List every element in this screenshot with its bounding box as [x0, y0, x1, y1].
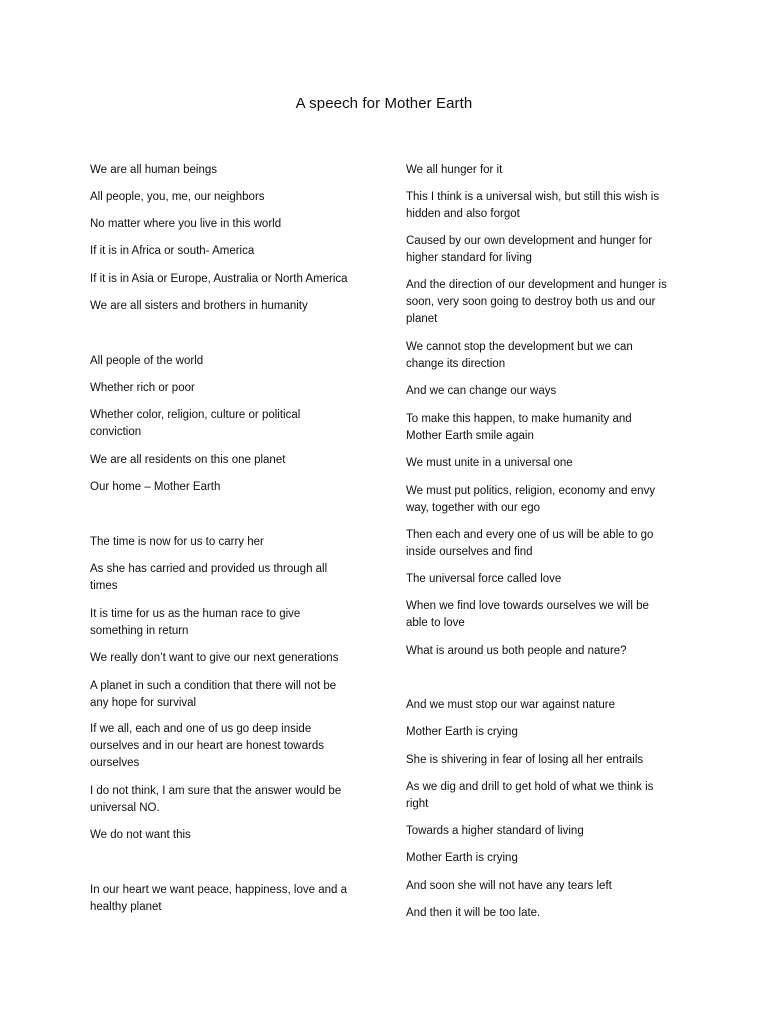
paragraph-line: planet [406, 313, 438, 325]
paragraph-line: way, together with our ego [406, 502, 541, 514]
paragraph-line: We do not want this [90, 829, 191, 841]
paragraph-line: And we must stop our war against nature [406, 699, 616, 711]
paragraph-line: Our home – Mother Earth [90, 481, 221, 493]
paragraph-line: inside ourselves and find [406, 546, 533, 558]
paragraph-line: ourselves [90, 757, 140, 769]
paragraph-line: To make this happen, to make humanity and [406, 413, 632, 425]
paragraph-line: A planet in such a condition that there will not be [90, 680, 337, 692]
paragraph-line: If it is in Africa or south- America [90, 245, 255, 257]
paragraph-line: All people of the world [90, 355, 204, 367]
paragraph-line: Towards a higher standard of living [406, 825, 584, 837]
paragraph-line: And then it will be too late. [406, 907, 541, 919]
paragraph-line: As we dig and drill to get hold of what we think is [406, 781, 654, 793]
paragraph-line: Then each and every one of us will be able to go [406, 529, 654, 541]
paragraph-line: Whether rich or poor [90, 382, 195, 394]
paragraph-line: able to love [406, 617, 465, 629]
paragraph-line: I do not think, I am sure that the answer would be [90, 785, 342, 797]
paragraph-line: Mother Earth is crying [406, 726, 518, 738]
paragraph-line: And the direction of our development and hunger is [406, 279, 667, 291]
paragraph-line: conviction [90, 426, 142, 438]
paragraph-line: hidden and also forgot [406, 208, 520, 220]
paragraph-line: We really don’t want to give our next generations [90, 652, 339, 664]
paragraph-line: Mother Earth smile again [406, 430, 534, 442]
paragraph-line: In our heart we want peace, happiness, love and a [90, 884, 348, 896]
paragraph-line: change its direction [406, 358, 506, 370]
paragraph-line: Mother Earth is crying [406, 852, 518, 864]
paragraph-line: We must put politics, religion, economy and envy [406, 485, 656, 497]
paragraph-line: The universal force called love [406, 573, 562, 585]
paragraph-line: If we all, each and one of us go deep inside [90, 723, 312, 735]
paragraph-line: Caused by our own development and hunger for [406, 235, 653, 247]
paragraph-line: any hope for survival [90, 697, 197, 709]
paragraph-line: We are all sisters and brothers in humanity [90, 300, 308, 312]
paragraph-line: We are all residents on this one planet [90, 454, 286, 466]
paragraph-line: It is time for us as the human race to give [90, 608, 301, 620]
paragraph-line: And soon she will not have any tears left [406, 880, 612, 892]
paragraph-line: We cannot stop the development but we can [406, 341, 633, 353]
paragraph-line: And we can change our ways [406, 385, 557, 397]
paragraph-line: She is shivering in fear of losing all her entrails [406, 754, 644, 766]
paragraph-line: We all hunger for it [406, 164, 503, 176]
paragraph-line: higher standard for living [406, 252, 532, 264]
paragraph-line: This I think is a universal wish, but still this wish is [406, 191, 660, 203]
paragraph-line: As she has carried and provided us through all [90, 563, 328, 575]
paragraph-line: soon, very soon going to destroy both us and our [406, 296, 656, 308]
paragraph-line: universal NO. [90, 802, 160, 814]
paragraph-line: right [406, 798, 429, 810]
paragraph-line: times [90, 580, 118, 592]
paragraph-line: When we find love towards ourselves we will be [406, 600, 649, 612]
paragraph-line: No matter where you live in this world [90, 218, 282, 230]
paragraph-line: The time is now for us to carry her [90, 536, 264, 548]
paragraph-line: ourselves and in our heart are honest towards [90, 740, 324, 752]
paragraph-line: If it is in Asia or Europe, Australia or North America [90, 273, 348, 285]
paragraph-line: something in return [90, 625, 189, 637]
paragraph-line: Whether color, religion, culture or political [90, 409, 301, 421]
paragraph-line: healthy planet [90, 901, 162, 913]
paragraph-line: What is around us both people and nature? [406, 645, 627, 657]
paragraph-line: We must unite in a universal one [406, 457, 573, 469]
document-title: A speech for Mother Earth [295, 95, 473, 112]
paragraph-line: We are all human beings [90, 164, 217, 176]
paragraph-line: All people, you, me, our neighbors [90, 191, 265, 203]
